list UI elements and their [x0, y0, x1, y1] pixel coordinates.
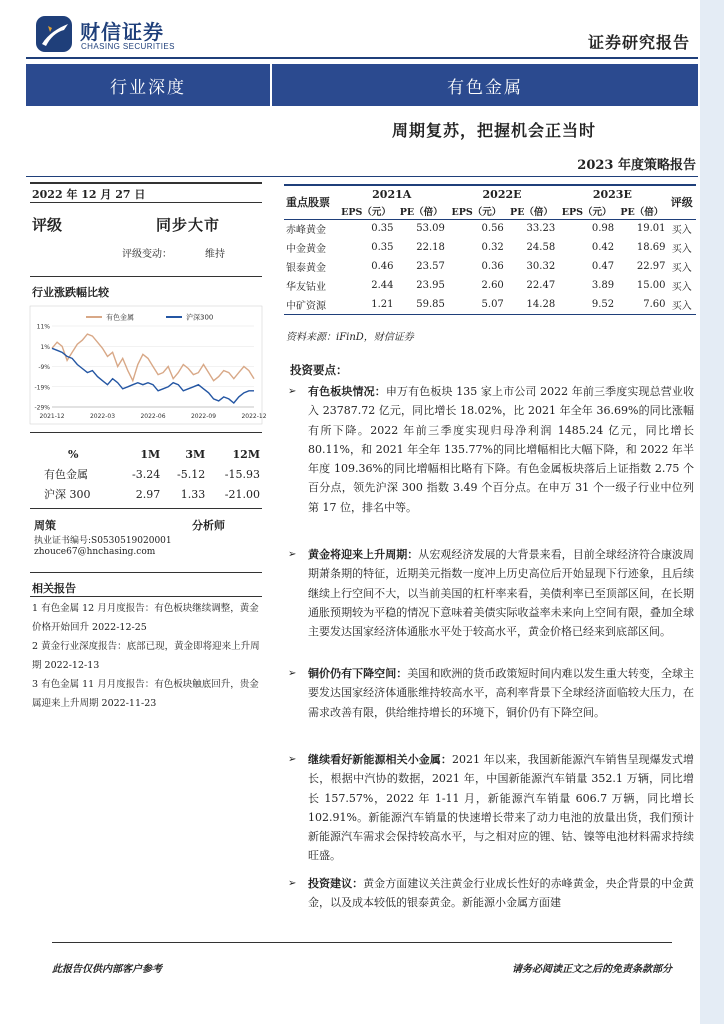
perf-row-name: 沪深 300	[44, 488, 91, 501]
stock-value: 53.09	[416, 223, 445, 235]
point-title: 有色板块情况：	[308, 385, 386, 398]
perf-bottom-rule	[30, 508, 262, 509]
chart-x-tick-label: 2022-12	[241, 413, 267, 420]
perf-header-3m: 3M	[185, 447, 206, 461]
stock-rating: 买入	[671, 244, 692, 255]
left-top-rule	[30, 182, 262, 184]
investment-point	[288, 664, 694, 722]
stock-value: 2.60	[481, 280, 504, 291]
stock-name: 赤峰黄金	[286, 225, 326, 237]
point-title: 铜价仍有下降空间：	[308, 667, 408, 680]
stock-sub-head: PE（倍）	[510, 206, 553, 218]
chart-x-tick-label: 2022-03	[89, 413, 116, 420]
stock-sub-head: EPS（元）	[341, 206, 391, 218]
bullet-arrow-icon: ➢	[288, 549, 297, 560]
rating-change-value: 维持	[205, 249, 225, 260]
stock-value: 0.46	[371, 261, 394, 272]
logo-mark-icon	[34, 14, 74, 54]
company-logo	[34, 14, 194, 54]
analyst-email[interactable]: zhouce67@hnchasing.com	[34, 547, 156, 557]
header-divider	[26, 57, 698, 59]
stock-value: 0.56	[481, 223, 504, 235]
stock-value: 22.18	[416, 242, 445, 253]
chart-x-tick-label: 2022-09	[190, 413, 217, 420]
rating-label: 评级	[32, 216, 63, 234]
stock-value: 22.97	[636, 261, 666, 272]
report-date: 2022 年 12 月 27 日	[32, 188, 146, 201]
perf-header-row	[30, 444, 262, 464]
stock-value: 2.44	[371, 280, 394, 291]
banner-report-type: 行业深度	[26, 64, 270, 106]
chart-y-tick-label: -9%	[38, 364, 50, 371]
chart-legend-label: 有色金属	[106, 313, 134, 322]
stock-rating: 买入	[671, 263, 692, 274]
related-title-rule	[30, 596, 262, 597]
bullet-arrow-icon: ➢	[288, 878, 297, 889]
analyst-heading: 分析师	[192, 519, 225, 532]
investment-point	[288, 545, 694, 641]
bullet-arrow-icon: ➢	[288, 754, 297, 765]
related-reports-title: 相关报告	[32, 582, 76, 595]
report-subtitle: 2023 年度策略报告	[577, 158, 696, 173]
stock-header-row-metrics	[284, 203, 696, 219]
stock-row	[284, 276, 696, 295]
analyst-name: 周策	[34, 519, 56, 532]
stock-value: 5.07	[481, 298, 504, 310]
stock-row	[284, 238, 696, 257]
stock-value: 0.35	[371, 242, 394, 253]
banner-industry: 有色金属	[272, 64, 698, 106]
perf-header-1m: 1M	[140, 447, 161, 461]
industry-comparison-chart	[30, 306, 267, 424]
stock-year-2022e: 2022E	[482, 188, 522, 201]
stock-name: 华友钴业	[286, 282, 326, 293]
related-report-item[interactable]: 2 黄金行业深度报告：底部已现，黄金即将迎来上升周期 2022-12-13	[32, 641, 260, 671]
stock-name: 银泰黄金	[286, 263, 326, 274]
chart-x-tick-label: 2021-12	[39, 413, 65, 420]
stock-year-2023e: 2023E	[592, 188, 632, 201]
rating-value: 同步大市	[156, 216, 221, 234]
stock-value: 15.00	[636, 280, 666, 291]
perf-row-name: 有色金属	[44, 468, 88, 481]
perf-header-unit: %	[68, 447, 79, 461]
perf-cell: -3.24	[132, 467, 161, 481]
stock-name: 中矿资源	[286, 300, 326, 312]
stock-col-head: 重点股票	[286, 196, 330, 210]
stock-value: 33.23	[526, 223, 556, 235]
stock-rating: 买入	[671, 225, 692, 237]
related-report-item[interactable]: 1 有色金属 12 月月度报告：有色板块继续调整，黄金价格开始回升 2022-12-25	[32, 603, 259, 633]
point-text: 2021 年以来，我国新能源汽车销售呈现爆发式增长，根据中汽协的数据，2021 年，中国新能源汽车销量 352.1 万辆，同比增长 157.57%，2022 年 1-11 月，新能源汽车销量 606.7 万辆，同比增长 102.91%。新能源汽车销量的快速增长带来了动力电池的放量出货，我们预计新能源汽车需求会保持较高水平，与之相对应的锂、钴、镍等电池材料需求持续旺盛。	[308, 753, 694, 863]
chart-y-tick-label: -19%	[34, 384, 50, 392]
stock-sub-head: EPS（元）	[451, 206, 502, 218]
point-text: 黄金方面建议关注黄金行业成长性好的赤峰黄金，央企背景的中金黄金，以及成本较低的银泰黄金。新能源小金属方面建	[308, 877, 695, 910]
analyst-certificate: 执业证书编号:S0530519020001	[34, 536, 172, 546]
stock-value: 30.32	[526, 261, 556, 272]
stock-value: 3.89	[591, 280, 615, 291]
stock-sub-head: PE（倍）	[399, 206, 443, 218]
stock-row	[284, 257, 696, 276]
stock-value: 23.95	[416, 280, 445, 291]
side-decoration-stripe	[700, 0, 724, 1024]
bullet-arrow-icon: ➢	[288, 668, 297, 679]
stock-value: 14.28	[526, 298, 556, 310]
stock-value: 19.01	[636, 223, 666, 235]
brand-name-en: CHASING SECURITIES	[81, 42, 175, 51]
chart-y-tick-label: 1%	[40, 343, 50, 351]
stock-value: 24.58	[526, 242, 556, 253]
chart-frame	[30, 306, 262, 424]
stock-value: 22.47	[526, 280, 556, 291]
stock-row	[284, 295, 696, 314]
footer-disclaimer: 请务必阅读正文之后的免责条款部分	[512, 964, 672, 975]
brand-name-cn: 财信证券	[80, 20, 164, 44]
chart-top-rule	[30, 276, 262, 277]
perf-cell: 1.33	[180, 487, 206, 501]
stock-value: 0.42	[591, 242, 615, 253]
perf-cell: -5.12	[177, 467, 206, 481]
perf-row	[30, 464, 262, 484]
chart-title: 行业涨跌幅比较	[32, 286, 109, 299]
stock-value: 0.36	[481, 261, 504, 272]
chart-y-tick-label: -29%	[34, 404, 50, 412]
performance-table	[30, 444, 262, 504]
date-rule	[30, 202, 262, 203]
perf-cell: -21.00	[224, 487, 260, 501]
stock-value: 1.21	[371, 298, 394, 310]
point-text: 从宏观经济发展的大背景来看，目前全球经济符合康波周期萧条期的特征，近期美元指数一度冲上历史高位后开始显现下行迹象，且后续继续上行空间不大，以当前美国的杠杆率来看，美债利率已至顶部区间，在长期通胀预期较为平稳的情况下意味着美债实际收益率未来向上空间有限，叠加全球主要发达国家经济体通胀水平处于较高水平，黄金价格已经来到底部区间。	[308, 548, 695, 639]
point-text: 申万有色板块 135 家上市公司 2022 年前三季度实现总营业收入 23787.72 亿元，同比增长 18.02%，比 2021 年全年 36.69%的同比涨幅有所下降。2022 年前三季度实现归母净利润 1485.24 亿元，同比增长 80.11%，和 2021 年全年 135.77%的同比增幅相比大幅下降，和 2022 年半年度 109.36%的同比增幅相比略有下降。有色金属板块落后上证指数 2.75 个百分点，领先沪深 300 指数 3.49 个百分点。在申万 31 个一级子行业中位列第 17 位，排名中等。	[308, 385, 695, 514]
stock-value: 0.32	[481, 242, 504, 253]
point-title: 继续看好新能源相关小金属：	[308, 753, 453, 766]
chart-x-tick-label: 2022-06	[140, 413, 166, 420]
perf-row	[30, 484, 262, 504]
stock-rating: 买入	[671, 282, 692, 293]
chart-y-tick-label: 11%	[36, 323, 50, 331]
investment-point	[288, 382, 694, 517]
key-stocks-table	[284, 184, 696, 315]
table-source: 资料来源：iFinD，财信证券	[286, 332, 414, 343]
stock-value: 59.85	[416, 298, 445, 310]
perf-header-12m: 12M	[232, 447, 260, 461]
stock-value: 0.98	[591, 223, 615, 235]
stock-rating: 买入	[671, 300, 692, 312]
stock-sub-head: PE（倍）	[620, 206, 664, 218]
investment-point	[288, 874, 694, 913]
stock-name: 中金黄金	[286, 244, 326, 255]
stock-year-2021a: 2021A	[372, 188, 412, 201]
stock-sub-head: EPS（元）	[561, 206, 612, 218]
stock-value: 7.60	[643, 298, 666, 310]
point-text: 美国和欧洲的货币政策短时间内难以发生重大转变，全球主要发达国家经济体通胀维持较高水平，高利率背景下全球经济面临较大压力，在需求改善有限，供给维持增长的环境下，铜价仍有下降空间。	[308, 667, 694, 719]
point-title: 黄金将迎来上升周期：	[308, 548, 419, 561]
related-top-rule	[30, 572, 262, 573]
related-report-item[interactable]: 3 有色金属 11 月月度报告：有色板块触底回升，贵金属迎来上升周期 2022-11-23	[32, 679, 259, 709]
stock-value: 0.47	[591, 261, 615, 272]
chart-legend-label: 沪深300	[186, 313, 214, 322]
category-banner	[26, 64, 698, 106]
rating-change-label: 评级变动：	[122, 249, 172, 260]
bullet-arrow-icon: ➢	[288, 386, 297, 397]
point-title: 投资建议：	[308, 877, 364, 890]
report-title: 周期复苏，把握机会正当时	[391, 121, 596, 140]
footer-notice: 此报告仅供内部客户参考	[52, 964, 162, 975]
stock-value: 0.35	[371, 223, 394, 235]
perf-cell: 2.97	[135, 487, 161, 501]
perf-top-rule	[30, 432, 262, 433]
stock-rating-head: 评级	[670, 196, 693, 210]
footer-divider	[52, 942, 672, 943]
stock-row	[284, 219, 696, 238]
stock-value: 23.57	[416, 261, 445, 272]
stock-value: 18.69	[636, 242, 666, 253]
stock-header-row-years	[284, 185, 696, 203]
investment-highlights-heading: 投资要点：	[290, 363, 348, 377]
investment-point	[288, 750, 694, 866]
document-type: 证券研究报告	[587, 33, 690, 52]
stock-value: 9.52	[591, 298, 615, 310]
perf-cell: -15.93	[224, 467, 260, 481]
subtitle-divider	[26, 176, 698, 177]
